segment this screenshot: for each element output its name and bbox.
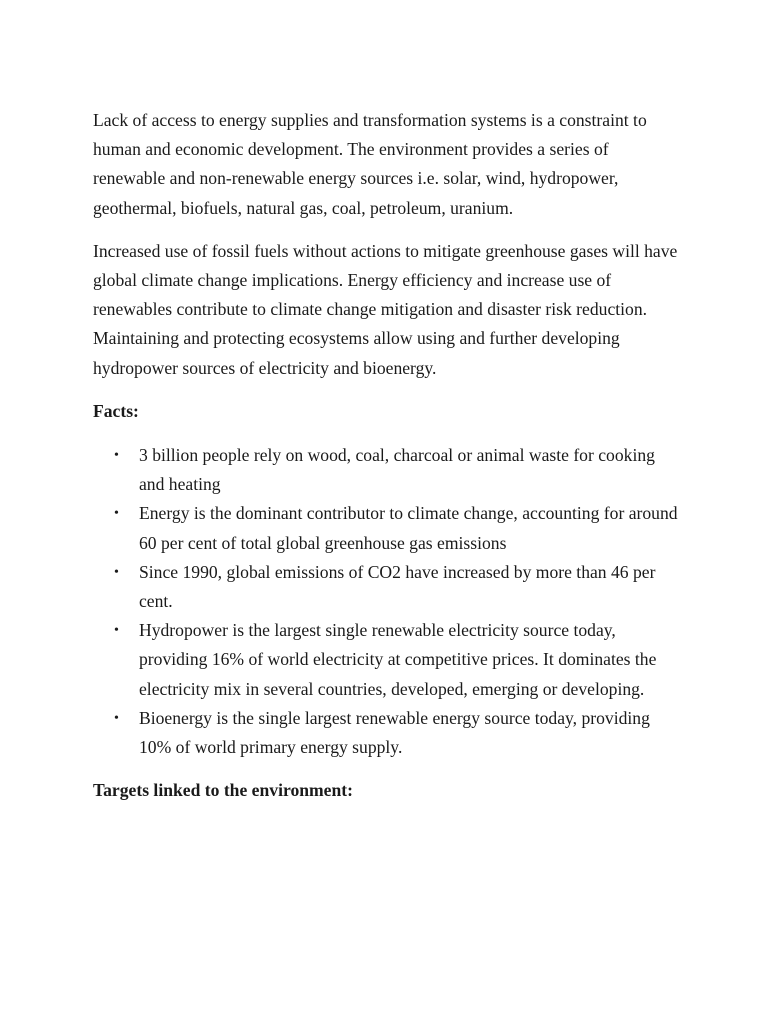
- targets-heading: Targets linked to the environment:: [93, 780, 353, 801]
- paragraph-energy-access: Lack of access to energy supplies and transformation systems is a constraint to human and economic development. The environment provides a series of renewable and non-renewable energy sources i.e. solar, wind, hydropower, geothermal, biofuels, natural gas, coal, petroleum, uranium.: [93, 110, 647, 218]
- list-item: [93, 616, 683, 704]
- fact-text: Since 1990, global emissions of CO2 have increased by more than 46 per cent.: [139, 561, 656, 612]
- facts-list: [93, 441, 683, 762]
- fact-text: 3 billion people rely on wood, coal, charcoal or animal waste for cooking and heating: [139, 445, 655, 495]
- list-item: [93, 499, 683, 557]
- fact-text: Hydropower is the largest single renewable electricity source today, providing 16% of world electricity at competitive prices. It dominates the electricity mix in several countries, developed, emerging or developing.: [139, 620, 657, 699]
- list-item: [93, 441, 683, 499]
- list-item: [93, 558, 683, 616]
- fact-text: Energy is the dominant contributor to climate change, accounting for around 60 per cent of total global greenhouse gas emissions: [139, 503, 678, 553]
- bullet-icon: •: [114, 623, 119, 639]
- paragraph-fossil-fuels: Increased use of fossil fuels without actions to mitigate greenhouse gases will have global climate change implications. Energy efficiency and increase use of renewables contribute to climate change mitigation and disaster risk reduction. Maintaining and protecting ecosystems allow using and further developing hydropower sources of electricity and bioenergy.: [93, 240, 678, 378]
- bullet-icon: •: [114, 710, 119, 726]
- document-page: [93, 106, 683, 820]
- bullet-icon: •: [114, 506, 119, 522]
- facts-heading: Facts:: [93, 400, 139, 421]
- bullet-icon: •: [114, 448, 119, 464]
- fact-text: Bioenergy is the single largest renewable energy source today, providing 10% of world primary energy supply.: [139, 707, 650, 758]
- list-item: [93, 704, 683, 762]
- bullet-icon: •: [114, 564, 119, 580]
